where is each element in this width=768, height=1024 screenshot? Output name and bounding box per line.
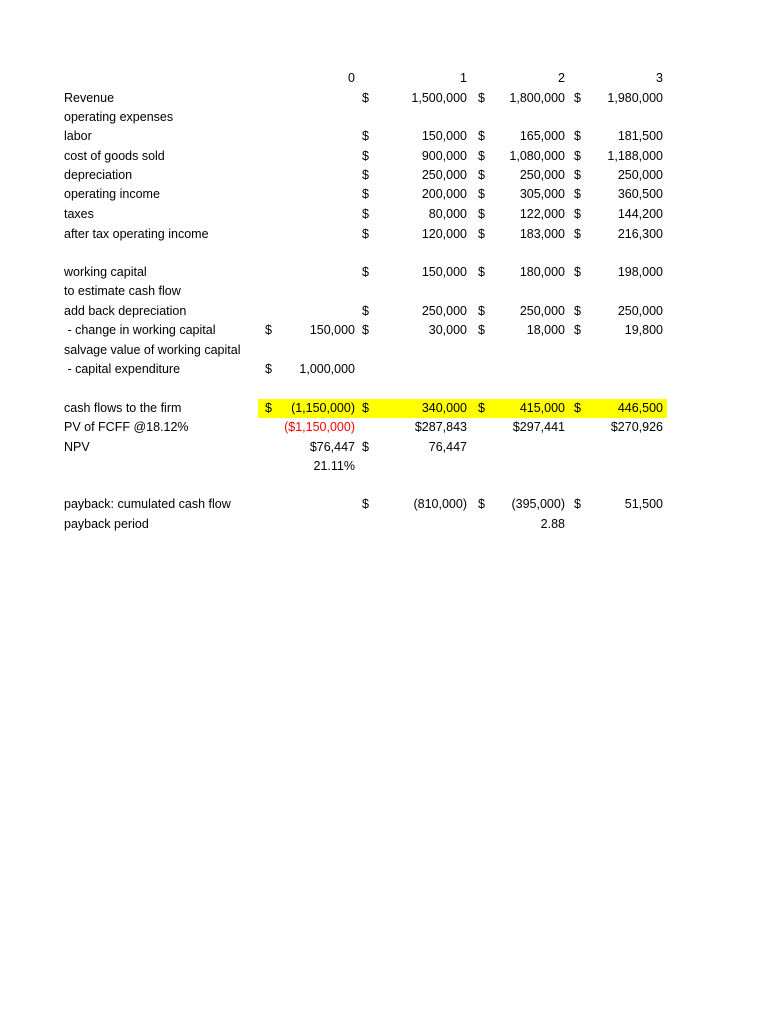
after-tax-income-year-2[interactable]: 183,000	[519, 227, 565, 241]
currency-symbol: $	[478, 401, 485, 415]
labor-year-3[interactable]: 181,500	[617, 129, 663, 143]
cogs-row	[0, 147, 768, 166]
currency-symbol: $	[362, 207, 369, 221]
capex-year-0[interactable]: 1,000,000	[299, 362, 355, 376]
change-wc-year-3[interactable]: 19,800	[624, 323, 663, 337]
currency-symbol: $	[362, 168, 369, 182]
estimate-cash-flow-label[interactable]: to estimate cash flow	[64, 284, 181, 298]
depreciation-year-2[interactable]: 250,000	[519, 168, 565, 182]
currency-symbol: $	[574, 187, 581, 201]
currency-symbol: $	[478, 497, 485, 511]
currency-symbol: $	[574, 207, 581, 221]
irr-value[interactable]: 21.11%	[313, 459, 355, 473]
capital-expenditure-label[interactable]: - capital expenditure	[64, 362, 181, 376]
depreciation-year-1[interactable]: 250,000	[421, 168, 467, 182]
currency-symbol: $	[265, 401, 272, 415]
add-back-year-2[interactable]: 250,000	[519, 304, 565, 318]
currency-symbol: $	[478, 207, 485, 221]
working-capital-row	[0, 263, 768, 282]
depreciation-label[interactable]: depreciation	[64, 168, 133, 182]
pv-fcff-label[interactable]: PV of FCFF @18.12%	[64, 420, 189, 434]
period-1-header[interactable]: 1	[460, 71, 467, 85]
cash-flows-row	[0, 399, 768, 418]
period-3-header[interactable]: 3	[656, 71, 663, 85]
change-wc-year-2[interactable]: 18,000	[526, 323, 565, 337]
currency-symbol: $	[265, 323, 272, 337]
currency-symbol: $	[362, 304, 369, 318]
currency-symbol: $	[362, 91, 369, 105]
operating-expenses-row	[0, 108, 768, 127]
payback-cumulative-year-3[interactable]: 51,500	[624, 497, 663, 511]
taxes-row	[0, 205, 768, 224]
header-row	[0, 69, 768, 88]
payback-cumulative-year-1[interactable]: (810,000)	[413, 497, 467, 511]
revenue-year-1[interactable]: 1,500,000	[411, 91, 467, 105]
working-capital-year-2[interactable]: 180,000	[519, 265, 565, 279]
currency-symbol: $	[362, 323, 369, 337]
salvage-value-row	[0, 341, 768, 360]
operating-income-year-2[interactable]: 305,000	[519, 187, 565, 201]
operating-income-year-1[interactable]: 200,000	[421, 187, 467, 201]
currency-symbol: $	[478, 187, 485, 201]
working-capital-year-1[interactable]: 150,000	[421, 265, 467, 279]
currency-symbol: $	[478, 304, 485, 318]
labor-row	[0, 127, 768, 146]
cash-flow-year-3[interactable]: 446,500	[617, 401, 663, 415]
currency-symbol: $	[362, 129, 369, 143]
cogs-year-2[interactable]: 1,080,000	[509, 149, 565, 163]
currency-symbol: $	[265, 362, 272, 376]
operating-income-label[interactable]: operating income	[64, 187, 160, 201]
change-working-capital-label[interactable]: - change in working capital	[64, 323, 216, 337]
labor-label[interactable]: labor	[64, 129, 92, 143]
currency-symbol: $	[574, 168, 581, 182]
npv-value[interactable]: $76,447	[309, 440, 355, 454]
currency-symbol: $	[574, 129, 581, 143]
currency-symbol: $	[574, 265, 581, 279]
currency-symbol: $	[362, 497, 369, 511]
currency-symbol: $	[574, 91, 581, 105]
add-back-depreciation-label[interactable]: add back depreciation	[64, 304, 187, 318]
revenue-row	[0, 89, 768, 108]
after-tax-income-row	[0, 225, 768, 244]
after-tax-income-label[interactable]: after tax operating income	[64, 227, 209, 241]
operating-income-year-3[interactable]: 360,500	[617, 187, 663, 201]
add-back-depreciation-row	[0, 302, 768, 321]
payback-cumulative-year-2[interactable]: (395,000)	[511, 497, 565, 511]
change-working-capital-row	[0, 321, 768, 340]
depreciation-year-3[interactable]: 250,000	[617, 168, 663, 182]
taxes-year-2[interactable]: 122,000	[519, 207, 565, 221]
pv-year-2[interactable]: $297,441	[512, 420, 565, 434]
change-wc-year-1[interactable]: 30,000	[428, 323, 467, 337]
npv-check-value[interactable]: 76,447	[428, 440, 467, 454]
currency-symbol: $	[574, 149, 581, 163]
currency-symbol: $	[478, 149, 485, 163]
cogs-year-3[interactable]: 1,188,000	[607, 149, 663, 163]
currency-symbol: $	[478, 129, 485, 143]
cogs-label[interactable]: cost of goods sold	[64, 149, 165, 163]
currency-symbol: $	[362, 149, 369, 163]
cogs-year-1[interactable]: 900,000	[421, 149, 467, 163]
change-wc-year-0[interactable]: 150,000	[309, 323, 355, 337]
after-tax-income-year-1[interactable]: 120,000	[421, 227, 467, 241]
currency-symbol: $	[574, 323, 581, 337]
operating-income-row	[0, 185, 768, 204]
npv-row	[0, 438, 768, 457]
payback-cumulative-row	[0, 495, 768, 514]
currency-symbol: $	[362, 227, 369, 241]
currency-symbol: $	[478, 227, 485, 241]
currency-symbol: $	[362, 187, 369, 201]
cash-flow-year-0[interactable]: (1,150,000)	[291, 401, 355, 415]
taxes-year-3[interactable]: 144,200	[617, 207, 663, 221]
working-capital-label[interactable]: working capital	[64, 265, 147, 279]
currency-symbol: $	[574, 304, 581, 318]
currency-symbol: $	[478, 323, 485, 337]
currency-symbol: $	[574, 497, 581, 511]
npv-label[interactable]: NPV	[64, 440, 90, 454]
revenue-label[interactable]: Revenue	[64, 91, 115, 105]
labor-year-2[interactable]: 165,000	[519, 129, 565, 143]
pv-fcff-row	[0, 418, 768, 437]
currency-symbol: $	[574, 227, 581, 241]
capital-expenditure-row	[0, 360, 768, 379]
payback-period-value[interactable]: 2.88	[540, 517, 565, 531]
pv-year-0[interactable]: ($1,150,000)	[284, 420, 355, 434]
revenue-year-3[interactable]: 1,980,000	[607, 91, 663, 105]
taxes-label[interactable]: taxes	[64, 207, 94, 221]
payback-period-row	[0, 515, 768, 534]
labor-year-1[interactable]: 150,000	[421, 129, 467, 143]
period-2-header[interactable]: 2	[558, 71, 565, 85]
taxes-year-1[interactable]: 80,000	[428, 207, 467, 221]
payback-cumulative-label[interactable]: payback: cumulated cash flow	[64, 497, 231, 511]
pv-year-3[interactable]: $270,926	[610, 420, 663, 434]
currency-symbol: $	[574, 401, 581, 415]
currency-symbol: $	[362, 265, 369, 279]
salvage-value-label[interactable]: salvage value of working capital	[64, 343, 241, 357]
pv-year-1[interactable]: $287,843	[414, 420, 467, 434]
add-back-year-3[interactable]: 250,000	[617, 304, 663, 318]
currency-symbol: $	[362, 401, 369, 415]
currency-symbol: $	[478, 91, 485, 105]
operating-expenses-label[interactable]: operating expenses	[64, 110, 174, 124]
estimate-cash-flow-row	[0, 282, 768, 301]
payback-period-label[interactable]: payback period	[64, 517, 149, 531]
working-capital-year-3[interactable]: 198,000	[617, 265, 663, 279]
currency-symbol: $	[478, 168, 485, 182]
irr-row	[0, 457, 768, 476]
cash-flow-year-2[interactable]: 415,000	[519, 401, 565, 415]
cash-flow-year-1[interactable]: 340,000	[421, 401, 467, 415]
cash-flows-label[interactable]: cash flows to the firm	[64, 401, 182, 415]
add-back-year-1[interactable]: 250,000	[421, 304, 467, 318]
revenue-year-2[interactable]: 1,800,000	[509, 91, 565, 105]
currency-symbol: $	[362, 440, 369, 454]
currency-symbol: $	[478, 265, 485, 279]
depreciation-row	[0, 166, 768, 185]
period-0-header[interactable]: 0	[348, 71, 355, 85]
after-tax-income-year-3[interactable]: 216,300	[617, 227, 663, 241]
